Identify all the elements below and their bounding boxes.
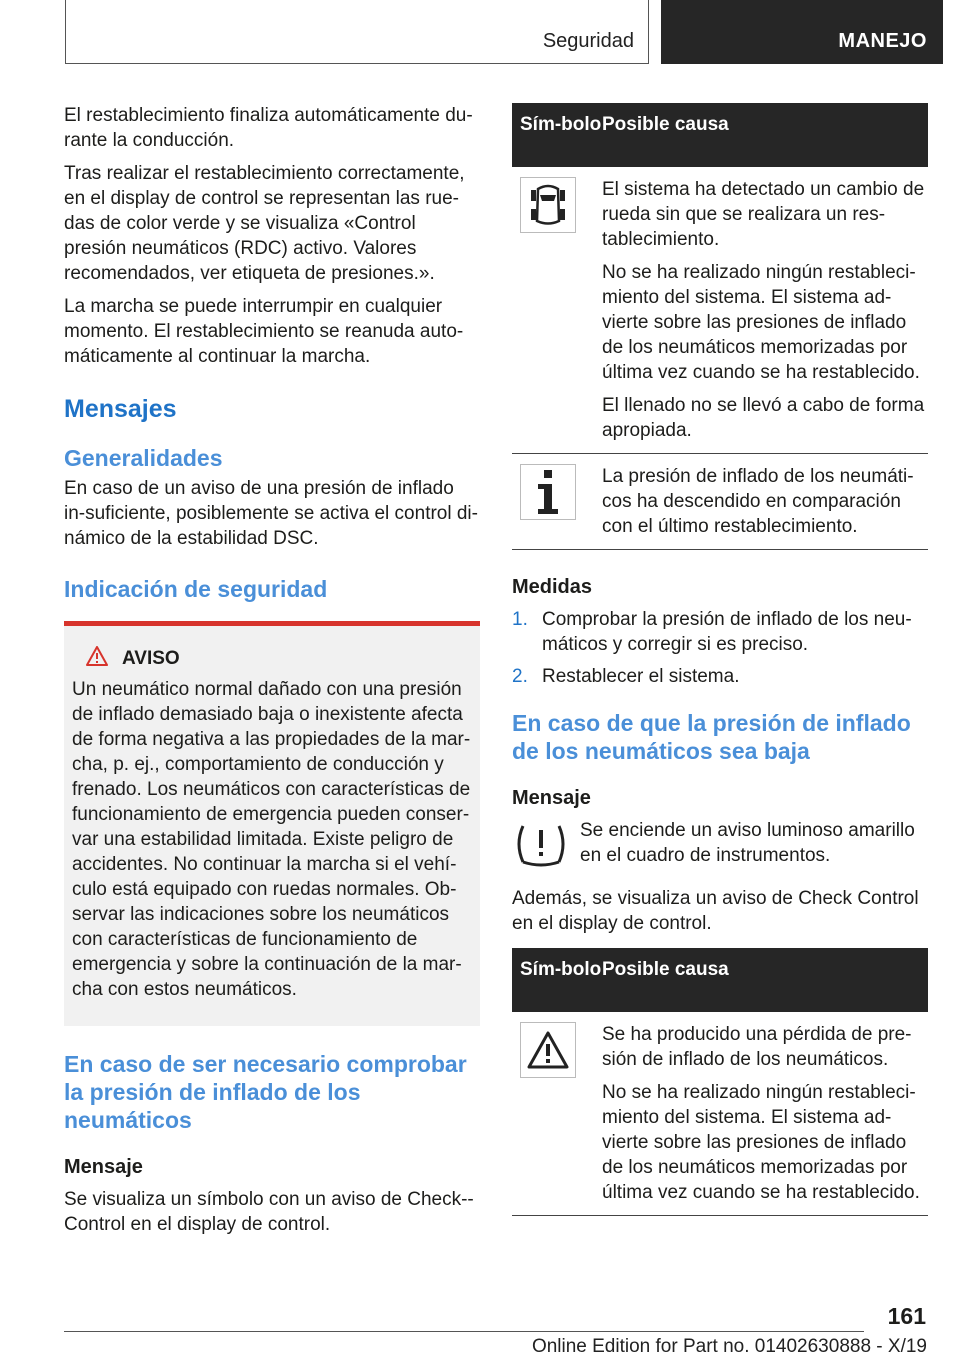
left-column [64,103,480,1245]
column-header-symbol: Sím-bolo [520,114,602,135]
warning-box [64,621,480,1026]
cause-text: No se ha realizado ningún restableci-miento del sistema. El sistema ad-vierte sobre las presiones de inflado de los neumáticos memorizadas por última vez cuando se ha restablecido. [602,262,920,383]
symbol-table-1 [512,103,928,550]
chapter-tab [661,0,943,64]
paragraph: En caso de un aviso de una presión de inflado in-suficiente, posiblemente se activa el control di-námico de la estabilidad DSC. [64,478,478,549]
cause-text: La presión de inflado de los neumáti-cos ha descendido en comparación con el último restablecimiento. [602,466,914,537]
table-header [512,948,928,1012]
heading-indicacion: Indicación de seguridad [64,576,328,602]
heading-mensaje-left: Mensaje [64,1156,143,1178]
table-row [512,167,928,454]
paragraph: Se visualiza un símbolo con un aviso de Check--Control en el display de control. [64,1189,474,1235]
step-text: Restablecer el sistema. [542,666,740,687]
table-row [512,454,928,550]
cause-text: El llenado no se llevó a cabo de forma apropiada. [602,395,925,441]
step-text: Comprobar la presión de inflado de los neu-máticos y corregir si es preciso. [542,609,912,655]
right-column [512,103,928,1216]
cause-text: No se ha realizado ningún restableci-miento del sistema. El sistema ad-vierte sobre las presiones de inflado de los neumáticos memorizadas por última vez cuando se ha restablecido. [602,1082,920,1203]
page-number: 161 [887,1303,926,1329]
table-row [512,1012,928,1216]
list-item [512,607,928,657]
car-tires-icon [520,177,576,233]
step-number: 1. [512,609,528,630]
heading-mensaje-right: Mensaje [512,787,591,809]
warning-triangle-icon [520,1022,576,1078]
column-header-cause: Posible causa [602,959,729,980]
section-title: Seguridad [542,30,634,52]
heading-mensajes: Mensajes [64,395,177,423]
symbol-table-2 [512,948,928,1216]
column-header-cause: Posible causa [602,114,729,135]
column-header-symbol: Sím-bolo [520,959,602,980]
message-row [512,818,928,872]
heading-medidas: Medidas [512,576,593,598]
footer-divider [64,1331,864,1332]
paragraph: Además, se visualiza un aviso de Check Control en el display de control. [512,888,919,934]
list-item [512,664,928,689]
heading-comprobar: En caso de ser necesario comprobar la presión de inflado de los neumáticos [64,1051,467,1133]
header-section-box [65,0,649,64]
table-header [512,103,928,167]
info-icon [520,464,576,520]
paragraph: La marcha se puede interrumpir en cualquier momento. El restablecimiento se reanuda auto-máticamente al continuar la marcha. [64,296,464,367]
tire-pressure-warning-icon [512,818,570,872]
warning-triangle-icon [86,646,108,671]
steps-list [512,607,928,689]
message-text: Se enciende un aviso luminoso amarillo en el cuadro de instrumentos. [580,820,915,866]
paragraph: El restablecimiento finaliza automáticamente du-rante la conducción. [64,105,473,151]
chapter-title: MANEJO [838,30,927,52]
paragraph: Tras realizar el restablecimiento correctamente, en el display de control se representan las rue-das de color verde y se visualiza «Control presión neumáticos (RDC) activo. Valores recomendados, ver etiqueta de presiones.». [64,163,465,284]
step-number: 2. [512,666,528,687]
heading-generalidades: Generalidades [64,445,223,471]
warning-text: Un neumático normal dañado con una presión de inflado demasiado baja o inexistente afecta de forma negativa a las propiedades de la mar-cha, p. ej., comportamiento de conducción y frenado. Los neumáticos con características de funcionamiento de emergencia pueden conser-var una estabilidad limitada. Existe peligro de accidentes. No continuar la marcha si el vehí-culo está equipado con ruedas normales. Ob-servar las indicaciones sobre los neumáticos con características de funcionamiento de emergencia y sobre la continuación de la mar-cha con estos neumáticos. [72,679,471,1000]
warning-title: AVISO [122,647,180,669]
cause-text: Se ha producido una pérdida de pre-sión de inflado de los neumáticos. [602,1024,912,1070]
footer-edition: Online Edition for Part no. 01402630888 - X/19 [531,1336,927,1357]
warning-title-row [72,646,472,671]
cause-text: El sistema ha detectado un cambio de rueda sin que se realizara un res-tablecimiento. [602,179,925,250]
heading-baja: En caso de que la presión de inflado de los neumáticos sea baja [512,710,911,764]
